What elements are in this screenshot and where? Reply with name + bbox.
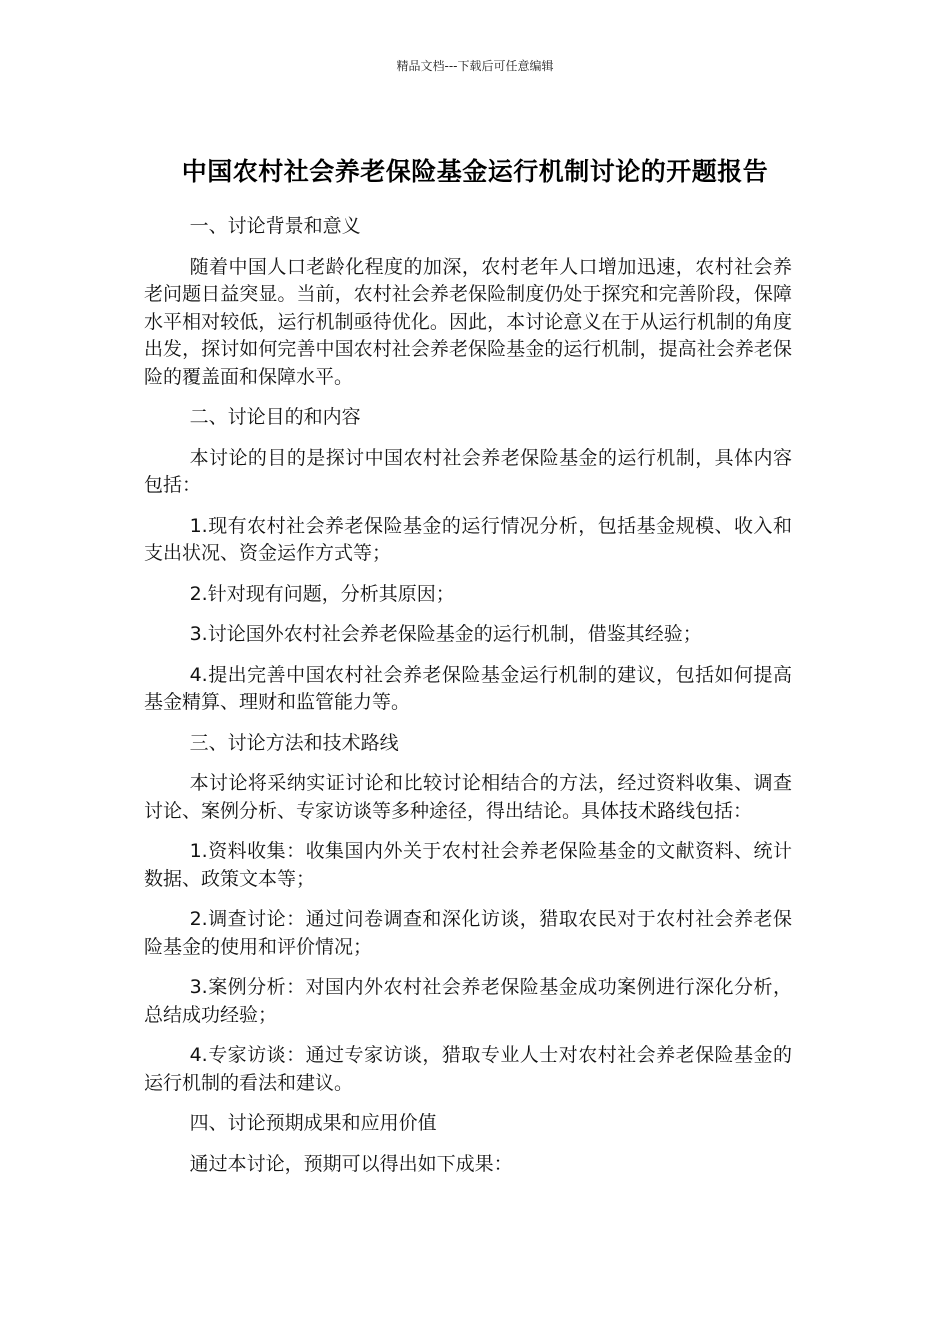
list-item-method-2: 2.调查讨论：通过问卷调查和深化访谈，猎取农民对于农村社会养老保险基金的使用和评价情况； bbox=[144, 908, 792, 958]
list-item-content-4: 4.提出完善中国农村社会养老保险基金运行机制的建议，包括如何提高基金精算、理财和监管能力等。 bbox=[144, 663, 792, 713]
section-heading-methods: 三、讨论方法和技术路线 bbox=[189, 731, 399, 754]
section-heading-purpose: 二、讨论目的和内容 bbox=[189, 406, 361, 428]
list-item-content-3: 3.讨论国外农村社会养老保险基金的运行机制，借鉴其经验； bbox=[189, 623, 702, 645]
list-item-method-3: 3.案例分析：对国内外农村社会养老保险基金成功案例进行深化分析，总结成功经验； bbox=[144, 976, 792, 1026]
list-item-content-1: 1.现有农村社会养老保险基金的运行情况分析，包括基金规模、收入和支出状况、资金运作方式等； bbox=[144, 514, 792, 564]
section-heading-background: 一、讨论背景和意义 bbox=[189, 215, 361, 237]
paragraph-background: 随着中国人口老龄化程度的加深，农村老年人口增加迅速，农村社会养老问题日益突显。当前，农村社会养老保险制度仍处于探究和完善阶段，保障水平相对较低，运行机制亟待优化。因此，本讨论意义在于从运行机制的角度出发，探讨如何完善中国农村社会养老保险基金的运行机制，提高社会养老保险的覆盖面和保障水平。 bbox=[144, 255, 792, 388]
list-item-content-2: 2.针对现有问题，分析其原因； bbox=[189, 582, 455, 605]
document-title: 中国农村社会养老保险基金运行机制讨论的开题报告 bbox=[181, 156, 769, 186]
header-note: 精品文档---下载后可任意编辑 bbox=[396, 59, 554, 73]
paragraph-methods-intro: 本讨论将采纳实证讨论和比较讨论相结合的方法，经过资料收集、调查讨论、案例分析、专家访谈等多种途径，得出结论。具体技术路线包括： bbox=[144, 772, 792, 822]
list-item-method-1: 1.资料收集：收集国内外关于农村社会养老保险基金的文献资料、统计数据、政策文本等； bbox=[144, 840, 792, 890]
list-item-method-4: 4.专家访谈：通过专家访谈，猎取专业人士对农村社会养老保险基金的运行机制的看法和建议。 bbox=[144, 1044, 792, 1094]
section-heading-outcomes: 四、讨论预期成果和应用价值 bbox=[189, 1112, 437, 1134]
paragraph-purpose-intro: 本讨论的目的是探讨中国农村社会养老保险基金的运行机制，具体内容包括： bbox=[144, 446, 792, 496]
document-body bbox=[144, 213, 792, 1191]
paragraph-outcomes-intro: 通过本讨论，预期可以得出如下成果： bbox=[189, 1152, 513, 1175]
